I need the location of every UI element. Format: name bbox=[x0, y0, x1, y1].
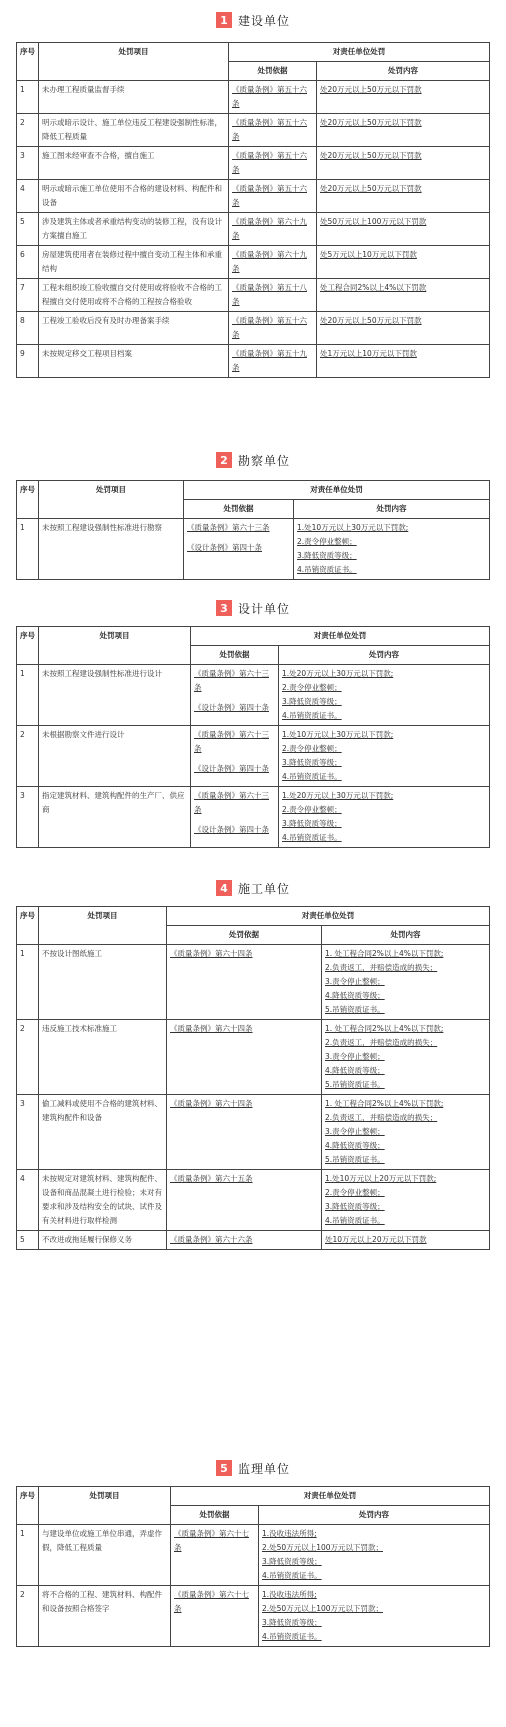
table-row bbox=[17, 519, 490, 580]
row-item: 施工图未经审查不合格，擅自施工 bbox=[39, 147, 229, 180]
header-basis: 处罚依据 bbox=[229, 62, 317, 81]
table-row bbox=[17, 945, 490, 1020]
row-item: 指定建筑材料、建筑构配件的生产厂、供应商 bbox=[39, 787, 191, 848]
content-line: 1.处20万元以上30万元以下罚款; bbox=[282, 791, 394, 800]
header-basis: 处罚依据 bbox=[184, 500, 294, 519]
content-line: 2.责令停业整顿； bbox=[297, 537, 357, 546]
row-basis bbox=[229, 279, 317, 312]
row-content bbox=[279, 726, 490, 787]
section-number-badge: 5 bbox=[216, 1460, 232, 1476]
row-seq: 6 bbox=[17, 246, 39, 279]
header-content: 处罚内容 bbox=[317, 62, 490, 81]
content-line: 3.责令停止整顿； bbox=[325, 1052, 385, 1061]
content-line: 处1万元以上10万元以下罚款 bbox=[320, 349, 417, 358]
row-seq: 5 bbox=[17, 1231, 39, 1250]
row-item: 违反施工技术标准施工 bbox=[39, 1020, 167, 1095]
content-line: 处20万元以上50万元以下罚款 bbox=[320, 316, 422, 325]
content-line: 3.降低资质等级； bbox=[282, 819, 342, 828]
table-row bbox=[17, 279, 490, 312]
row-seq: 1 bbox=[17, 81, 39, 114]
basis-line: 《质量条例》第六十七条 bbox=[174, 1590, 249, 1613]
content-line: 2.责令停业整顿； bbox=[325, 1188, 385, 1197]
basis-line: 《质量条例》第六十九条 bbox=[232, 217, 307, 240]
row-basis bbox=[167, 1020, 322, 1095]
row-content bbox=[317, 147, 490, 180]
row-content bbox=[279, 787, 490, 848]
basis-line: 《质量条例》第六十六条 bbox=[170, 1235, 253, 1244]
section-number-badge: 1 bbox=[216, 12, 232, 28]
row-item: 工程竣工验收后没有及时办理备案手续 bbox=[39, 312, 229, 345]
table-row bbox=[17, 81, 490, 114]
table-row bbox=[17, 1231, 490, 1250]
content-line: 处20万元以上50万元以下罚款 bbox=[320, 118, 422, 127]
row-item: 不改进或拖延履行保修义务 bbox=[39, 1231, 167, 1250]
row-content bbox=[322, 945, 490, 1020]
row-seq: 1 bbox=[17, 945, 39, 1020]
row-item: 未按照工程建设强制性标准进行勘察 bbox=[39, 519, 184, 580]
row-basis bbox=[229, 147, 317, 180]
row-seq: 2 bbox=[17, 726, 39, 787]
row-basis bbox=[191, 665, 279, 726]
basis-line: 《质量条例》第五十八条 bbox=[232, 283, 307, 306]
basis-line: 《质量条例》第六十五条 bbox=[170, 1174, 253, 1183]
header-basis: 处罚依据 bbox=[191, 646, 279, 665]
content-line: 3.降低资质等级； bbox=[297, 551, 357, 560]
basis-line: 《质量条例》第六十七条 bbox=[174, 1529, 249, 1552]
content-line: 1.没收违法所得; bbox=[262, 1529, 317, 1538]
basis-line: 《质量条例》第六十四条 bbox=[170, 949, 253, 958]
basis-line: 《质量条例》第六十三条 bbox=[194, 730, 269, 753]
content-line: 4.吊销资质证书。 bbox=[297, 565, 357, 574]
header-item: 处罚项目 bbox=[39, 627, 191, 665]
table-row bbox=[17, 726, 490, 787]
table-row bbox=[17, 213, 490, 246]
content-line: 3.降低资质等级； bbox=[282, 697, 342, 706]
basis-line: 《质量条例》第五十六条 bbox=[232, 316, 307, 339]
content-line: 3.降低资质等级； bbox=[262, 1618, 322, 1627]
row-basis bbox=[167, 1231, 322, 1250]
row-item: 未按照工程建设强制性标准进行设计 bbox=[39, 665, 191, 726]
row-seq: 1 bbox=[17, 519, 39, 580]
header-basis: 处罚依据 bbox=[167, 926, 322, 945]
content-line: 4.吊销资质证书。 bbox=[282, 833, 342, 842]
row-content bbox=[259, 1525, 490, 1586]
row-item: 未办理工程质量监督手续 bbox=[39, 81, 229, 114]
table-row bbox=[17, 1170, 490, 1231]
content-line: 处10万元以上20万元以下罚款 bbox=[325, 1235, 427, 1244]
content-line: 3.责令停止整顿； bbox=[325, 1127, 385, 1136]
content-line: 1. 处工程合同2%以上4%以下罚款; bbox=[325, 1024, 444, 1033]
table-row bbox=[17, 147, 490, 180]
row-basis bbox=[229, 213, 317, 246]
content-line: 4.降低资质等级； bbox=[325, 1141, 385, 1150]
row-content bbox=[322, 1231, 490, 1250]
row-seq: 4 bbox=[17, 1170, 39, 1231]
row-content bbox=[279, 665, 490, 726]
row-seq: 1 bbox=[17, 665, 39, 726]
penalty-table-construction-unit bbox=[16, 42, 490, 378]
section-name: 建设单位 bbox=[237, 13, 290, 28]
row-basis bbox=[171, 1525, 259, 1586]
content-line: 4.降低资质等级； bbox=[325, 991, 385, 1000]
row-basis bbox=[167, 1095, 322, 1170]
table-row bbox=[17, 787, 490, 848]
header-penalty-group: 对责任单位处罚 bbox=[184, 481, 490, 500]
content-line: 处50万元以上100万元以下罚款 bbox=[320, 217, 427, 226]
row-item: 明示或暗示设计、施工单位违反工程建设强制性标准，降低工程质量 bbox=[39, 114, 229, 147]
basis-line: 《质量条例》第六十三条 bbox=[187, 523, 270, 532]
content-line: 1. 处工程合同2%以上4%以下罚款; bbox=[325, 1099, 444, 1108]
basis-line: 《质量条例》第六十九条 bbox=[232, 250, 307, 273]
content-line: 3.责令停止整顿； bbox=[325, 977, 385, 986]
content-line: 4.吊销资质证书。 bbox=[262, 1571, 322, 1580]
basis-line: 《设计条例》第四十条 bbox=[194, 764, 269, 773]
table-row bbox=[17, 312, 490, 345]
header-content: 处罚内容 bbox=[279, 646, 490, 665]
header-seq: 序号 bbox=[17, 481, 39, 519]
header-content: 处罚内容 bbox=[259, 1506, 490, 1525]
row-content bbox=[317, 180, 490, 213]
table-row bbox=[17, 665, 490, 726]
content-line: 2.责令停业整顿； bbox=[282, 805, 342, 814]
section-title-5 bbox=[0, 1458, 506, 1478]
content-line: 4.吊销资质证书。 bbox=[282, 772, 342, 781]
row-basis bbox=[229, 114, 317, 147]
content-line: 4.吊销资质证书。 bbox=[325, 1216, 385, 1225]
row-item: 明示或暗示施工单位使用不合格的建设材料、构配件和设备 bbox=[39, 180, 229, 213]
row-basis bbox=[171, 1586, 259, 1647]
row-content bbox=[294, 519, 490, 580]
penalty-table-supervision-unit bbox=[16, 1486, 490, 1647]
row-basis bbox=[191, 726, 279, 787]
row-item: 涉及建筑主体或者承重结构变动的装修工程，没有设计方案擅自施工 bbox=[39, 213, 229, 246]
row-seq: 2 bbox=[17, 1020, 39, 1095]
table-row bbox=[17, 1525, 490, 1586]
table-row bbox=[17, 246, 490, 279]
row-item: 工程未组织竣工验收擅自交付使用或将验收不合格的工程擅自交付使用或将不合格的工程按合格验收 bbox=[39, 279, 229, 312]
row-item: 房屋建筑使用者在装修过程中擅自变动工程主体和承重结构 bbox=[39, 246, 229, 279]
header-penalty-group: 对责任单位处罚 bbox=[167, 907, 490, 926]
row-content bbox=[322, 1095, 490, 1170]
row-seq: 3 bbox=[17, 147, 39, 180]
content-line: 1. 处工程合同2%以上4%以下罚款; bbox=[325, 949, 444, 958]
header-seq: 序号 bbox=[17, 627, 39, 665]
header-basis: 处罚依据 bbox=[171, 1506, 259, 1525]
row-content bbox=[317, 246, 490, 279]
table-header-row bbox=[17, 1487, 490, 1506]
section-number-badge: 2 bbox=[216, 452, 232, 468]
basis-line: 《质量条例》第五十六条 bbox=[232, 85, 307, 108]
row-item: 与建设单位或施工单位串通，弄虚作假，降低工程质量 bbox=[39, 1525, 171, 1586]
basis-line: 《质量条例》第六十三条 bbox=[194, 791, 269, 814]
content-line: 1.处10万元以上20万元以下罚款; bbox=[325, 1174, 437, 1183]
basis-line: 《质量条例》第五十六条 bbox=[232, 151, 307, 174]
section-title-1 bbox=[0, 10, 506, 30]
content-line: 4.吊销资质证书。 bbox=[282, 711, 342, 720]
basis-line: 《设计条例》第四十条 bbox=[194, 703, 269, 712]
header-seq: 序号 bbox=[17, 1487, 39, 1525]
row-item: 将不合格的工程、建筑材料、构配件和设备按照合格签字 bbox=[39, 1586, 171, 1647]
content-line: 3.降低资质等级； bbox=[262, 1557, 322, 1566]
row-basis bbox=[229, 246, 317, 279]
content-line: 2.负责返工，并赔偿造成的损失； bbox=[325, 1113, 438, 1122]
content-line: 处工程合同2%以上4%以下罚款 bbox=[320, 283, 427, 292]
content-line: 2.责令停业整顿； bbox=[282, 683, 342, 692]
basis-line: 《质量条例》第六十四条 bbox=[170, 1099, 253, 1108]
row-item: 未按规定移交工程项目档案 bbox=[39, 345, 229, 378]
row-seq: 5 bbox=[17, 213, 39, 246]
table-row bbox=[17, 180, 490, 213]
content-line: 2.处50万元以上100万元以下罚款； bbox=[262, 1543, 384, 1552]
header-seq: 序号 bbox=[17, 907, 39, 945]
table-row bbox=[17, 114, 490, 147]
content-line: 5.吊销资质证书。 bbox=[325, 1005, 385, 1014]
row-item: 未按规定对建筑材料、建筑构配件、设备和商品混凝土进行检验；未对有要求和涉及结构安全的试块、试件及有关材料进行取样检测 bbox=[39, 1170, 167, 1231]
section-number-badge: 3 bbox=[216, 600, 232, 616]
row-basis bbox=[229, 180, 317, 213]
content-line: 1.处20万元以上30万元以下罚款; bbox=[282, 669, 394, 678]
row-basis bbox=[167, 1170, 322, 1231]
table-row bbox=[17, 1095, 490, 1170]
row-content bbox=[317, 279, 490, 312]
row-seq: 8 bbox=[17, 312, 39, 345]
row-seq: 4 bbox=[17, 180, 39, 213]
basis-line: 《质量条例》第五十九条 bbox=[232, 349, 307, 372]
section-number-badge: 4 bbox=[216, 880, 232, 896]
penalty-table-survey-unit bbox=[16, 480, 490, 580]
table-row bbox=[17, 345, 490, 378]
row-basis bbox=[229, 81, 317, 114]
header-penalty-group: 对责任单位处罚 bbox=[191, 627, 490, 646]
row-item: 不按设计图纸施工 bbox=[39, 945, 167, 1020]
row-content bbox=[317, 345, 490, 378]
basis-line: 《设计条例》第四十条 bbox=[194, 825, 269, 834]
basis-line: 《质量条例》第六十三条 bbox=[194, 669, 269, 692]
basis-line: 《质量条例》第五十六条 bbox=[232, 184, 307, 207]
content-line: 1.没收违法所得; bbox=[262, 1590, 317, 1599]
content-line: 处5万元以上10万元以下罚款 bbox=[320, 250, 417, 259]
row-content bbox=[317, 81, 490, 114]
content-line: 3.降低资质等级； bbox=[282, 758, 342, 767]
content-line: 2.处50万元以上100万元以下罚款； bbox=[262, 1604, 384, 1613]
row-seq: 7 bbox=[17, 279, 39, 312]
row-content bbox=[317, 213, 490, 246]
table-header-row bbox=[17, 627, 490, 646]
table-row bbox=[17, 1020, 490, 1095]
row-content bbox=[317, 114, 490, 147]
header-seq: 序号 bbox=[17, 43, 39, 81]
header-penalty-group: 对责任单位处罚 bbox=[171, 1487, 490, 1506]
content-line: 5.吊销资质证书。 bbox=[325, 1080, 385, 1089]
header-content: 处罚内容 bbox=[294, 500, 490, 519]
row-basis bbox=[184, 519, 294, 580]
row-seq: 3 bbox=[17, 787, 39, 848]
row-basis bbox=[191, 787, 279, 848]
row-seq: 2 bbox=[17, 1586, 39, 1647]
row-content bbox=[317, 312, 490, 345]
header-penalty-group: 对责任单位处罚 bbox=[229, 43, 490, 62]
section-name: 监理单位 bbox=[237, 1461, 290, 1476]
row-content bbox=[322, 1170, 490, 1231]
row-seq: 2 bbox=[17, 114, 39, 147]
header-content: 处罚内容 bbox=[322, 926, 490, 945]
basis-line: 《质量条例》第五十六条 bbox=[232, 118, 307, 141]
table-header-row bbox=[17, 481, 490, 500]
basis-line: 《设计条例》第四十条 bbox=[187, 543, 262, 552]
content-line: 处20万元以上50万元以下罚款 bbox=[320, 184, 422, 193]
content-line: 4.降低资质等级； bbox=[325, 1066, 385, 1075]
section-title-2 bbox=[0, 450, 506, 470]
row-content bbox=[322, 1020, 490, 1095]
table-header-row bbox=[17, 43, 490, 62]
header-item: 处罚项目 bbox=[39, 481, 184, 519]
content-line: 2.负责返工，并赔偿造成的损失； bbox=[325, 1038, 438, 1047]
row-content bbox=[259, 1586, 490, 1647]
content-line: 4.吊销资质证书。 bbox=[262, 1632, 322, 1641]
table-row bbox=[17, 1586, 490, 1647]
row-basis bbox=[229, 345, 317, 378]
content-line: 3.降低资质等级； bbox=[325, 1202, 385, 1211]
content-line: 2.责令停业整顿； bbox=[282, 744, 342, 753]
content-line: 2.负责返工，并赔偿造成的损失； bbox=[325, 963, 438, 972]
row-basis bbox=[229, 312, 317, 345]
section-title-4 bbox=[0, 878, 506, 898]
header-item: 处罚项目 bbox=[39, 43, 229, 81]
row-seq: 1 bbox=[17, 1525, 39, 1586]
header-item: 处罚项目 bbox=[39, 1487, 171, 1525]
section-name: 勘察单位 bbox=[237, 453, 290, 468]
row-item: 未根据勘察文件进行设计 bbox=[39, 726, 191, 787]
section-name: 设计单位 bbox=[237, 601, 290, 616]
row-basis bbox=[167, 945, 322, 1020]
row-seq: 3 bbox=[17, 1095, 39, 1170]
content-line: 处20万元以上50万元以下罚款 bbox=[320, 151, 422, 160]
penalty-table-design-unit bbox=[16, 626, 490, 848]
penalty-table-construction-contractor bbox=[16, 906, 490, 1250]
header-item: 处罚项目 bbox=[39, 907, 167, 945]
row-seq: 9 bbox=[17, 345, 39, 378]
row-item: 偷工减料或使用不合格的建筑材料、建筑构配件和设备 bbox=[39, 1095, 167, 1170]
content-line: 处20万元以上50万元以下罚款 bbox=[320, 85, 422, 94]
table-header-row bbox=[17, 907, 490, 926]
section-name: 施工单位 bbox=[237, 881, 290, 896]
content-line: 1.处10万元以上30万元以下罚款; bbox=[297, 523, 409, 532]
section-title-3 bbox=[0, 598, 506, 618]
content-line: 5.吊销资质证书。 bbox=[325, 1155, 385, 1164]
basis-line: 《质量条例》第六十四条 bbox=[170, 1024, 253, 1033]
content-line: 1.处10万元以上30万元以下罚款; bbox=[282, 730, 394, 739]
